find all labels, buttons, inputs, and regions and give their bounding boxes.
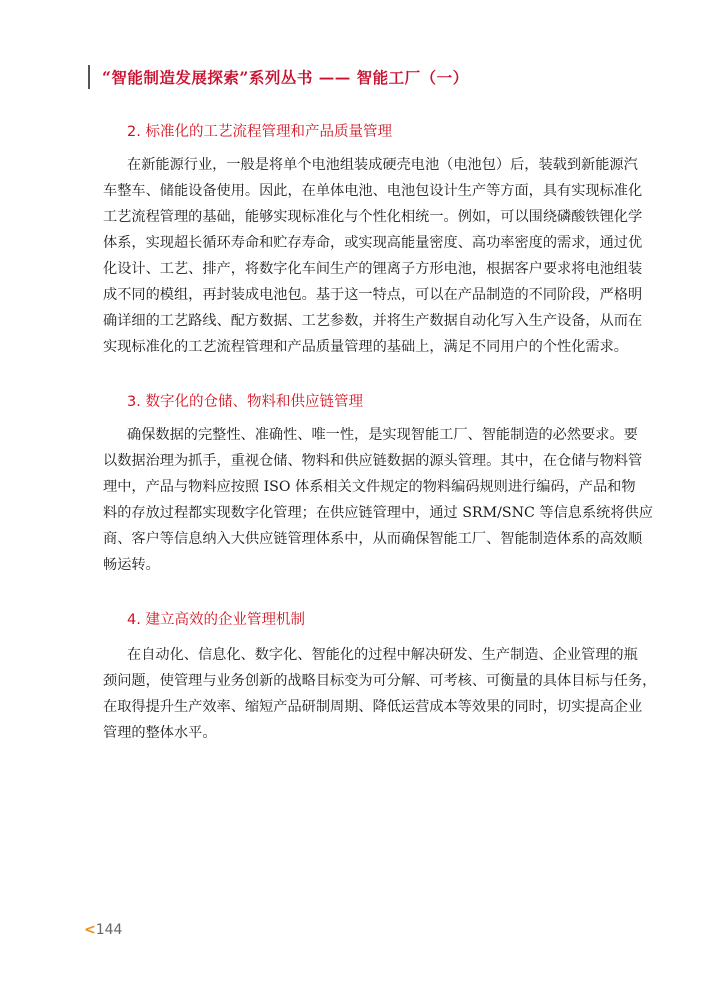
- section-heading-3: 3. 数字化的仓储、物料和供应链管理: [127, 394, 363, 410]
- text-line: 化设计、工艺、排产，将数字化车间生产的锂离子方形电池，根据客户要求将电池组装: [103, 261, 643, 277]
- text-line: 在取得提升生产效率、缩短产品研制周期、降低运营成本等效果的同时，切实提高企业: [103, 699, 643, 715]
- text-line: 以数据治理为抓手，重视仓储、物料和供应链数据的源头管理。其中，在仓储与物料管: [103, 453, 643, 469]
- text-line: 实现标准化的工艺流程管理和产品质量管理的基础上，满足不同用户的个性化需求。: [103, 339, 628, 355]
- text-line: 成不同的模组，再封装成电池包。基于这一特点，可以在产品制造的不同阶段，严格明: [103, 287, 643, 303]
- text-line: 颈问题，使管理与业务创新的战略目标变为可分解、可考核、可衡量的具体目标与任务，: [103, 673, 657, 689]
- page-number-value: 144: [95, 922, 123, 938]
- text-line: 工艺流程管理的基础，能够实现标准化与个性化相统一。例如，可以围绕磷酸铁锂化学: [103, 209, 643, 225]
- section-3-paragraph: [103, 422, 653, 578]
- text-line: 体系，实现超长循环寿命和贮存寿命，或实现高能量密度、高功率密度的需求，通过优: [103, 235, 643, 251]
- series-title: “智能制造发展探索”系列丛书 —— 智能工厂（一）: [102, 68, 469, 87]
- text-line: 理中，产品与物料应按照 ISO 体系相关文件规定的物料编码规则进行编码，产品和物: [103, 479, 636, 495]
- section-2-paragraph: [103, 152, 643, 360]
- text-line: 商、客户等信息纳入大供应链管理体系中，从而确保智能工厂、智能制造体系的高效顺: [103, 531, 643, 547]
- text-line: 在自动化、信息化、数字化、智能化的过程中解决研发、生产制造、企业管理的瓶: [127, 647, 638, 663]
- section-heading-4: 4. 建立高效的企业管理机制: [127, 612, 305, 628]
- section-4-paragraph: [103, 642, 657, 746]
- section-heading-2: 2. 标准化的工艺流程管理和产品质量管理: [127, 124, 392, 140]
- page-number: [84, 922, 122, 938]
- text-line: 管理的整体水平。: [103, 725, 217, 741]
- text-line: 确保数据的完整性、准确性、唯一性，是实现智能工厂、智能制造的必然要求。要: [127, 427, 638, 443]
- text-line: 在新能源行业，一般是将单个电池组装成硬壳电池（电池包）后，装载到新能源汽: [127, 157, 638, 173]
- text-line: 车整车、储能设备使用。因此，在单体电池、电池包设计生产等方面，具有实现标准化: [103, 183, 643, 199]
- running-header: [88, 64, 469, 90]
- page-arrow-icon: <: [84, 922, 96, 938]
- text-line: 畅运转。: [103, 557, 160, 573]
- header-divider-bar: [88, 65, 90, 89]
- text-line: 料的存放过程都实现数字化管理；在供应链管理中，通过 SRM/SNC 等信息系统将供应: [103, 505, 653, 521]
- text-line: 确详细的工艺路线、配方数据、工艺参数，并将生产数据自动化写入生产设备，从而在: [103, 313, 643, 329]
